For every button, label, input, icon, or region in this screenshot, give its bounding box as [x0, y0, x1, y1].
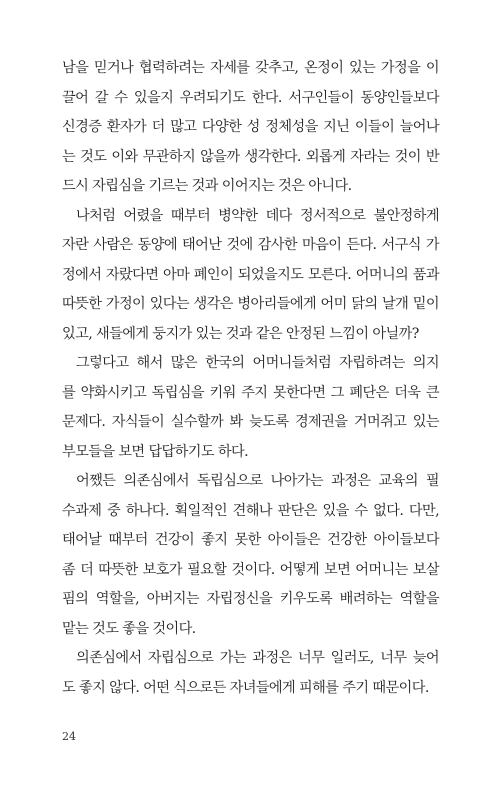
body-line: 나처럼 어렸을 때부터 병약한 데다 정서적으로 불안정하게: [76, 207, 439, 224]
body-line: 드시 자립심을 기르는 것과 이어지는 것은 아니다.: [62, 178, 352, 194]
body-line: 따뜻한 가정이 있다는 생각은 병아리들에게 어미 닭의 날개 밑이: [62, 296, 439, 312]
body-line: 신경증 환자가 더 많고 다양한 성 정체성을 지닌 이들이 늘어나: [62, 119, 439, 135]
body-line: 있고, 새들에게 둥지가 있는 것과 같은 안정된 느낌이 아닐까?: [62, 325, 419, 342]
body-line: 의존심에서 자립심으로 가는 과정은 너무 일러도, 너무 늦어: [76, 650, 439, 666]
body-line: 끌어 갈 수 있을지 우려되기도 한다. 서구인들이 동양인들보다: [62, 89, 439, 106]
body-line: 자란 사람은 동양에 태어난 것에 감사한 마음이 든다. 서구식 가: [62, 237, 439, 253]
body-line: 핌의 역할을, 아버지는 자립정신을 키우도록 배려하는 역할을: [62, 591, 439, 607]
page-body: [62, 54, 439, 703]
body-line: 어쨌든 의존심에서 독립심으로 나아가는 과정은 교육의 필: [76, 473, 439, 489]
body-line: 문제다. 자식들이 실수할까 봐 늦도록 경제권을 거머쥐고 있는: [62, 414, 439, 430]
body-line: 그렇다고 해서 많은 한국의 어머니들처럼 자립하려는 의지: [76, 355, 439, 371]
body-line: 좀 더 따뜻한 보호가 필요할 것이다. 어떻게 보면 어머니는 보살: [62, 561, 439, 578]
page-number: 24: [62, 730, 76, 743]
body-line: 남을 믿거나 협력하려는 자세를 갖추고, 온정이 있는 가정을 이: [62, 60, 439, 76]
body-line: 수과제 중 하나다. 획일적인 견해나 판단은 있을 수 없다. 다만,: [62, 502, 439, 519]
body-line: 를 약화시키고 독립심을 키워 주지 못한다면 그 폐단은 더욱 큰: [62, 384, 439, 401]
body-line: 부모들을 보면 답답하기도 하다.: [62, 443, 249, 460]
body-line: 정에서 자랐다면 아마 폐인이 되었을지도 모른다. 어머니의 품과: [62, 266, 439, 283]
body-line: 는 것도 이와 무관하지 않을까 생각한다. 외롭게 자라는 것이 반: [62, 148, 439, 165]
body-line: 맡는 것도 좋을 것이다.: [62, 620, 196, 637]
body-line: 도 좋지 않다. 어떤 식으로든 자녀들에게 피해를 주기 때문이다.: [62, 679, 429, 696]
body-line: 태어날 때부터 건강이 좋지 못한 아이들은 건강한 아이들보다: [62, 532, 439, 548]
